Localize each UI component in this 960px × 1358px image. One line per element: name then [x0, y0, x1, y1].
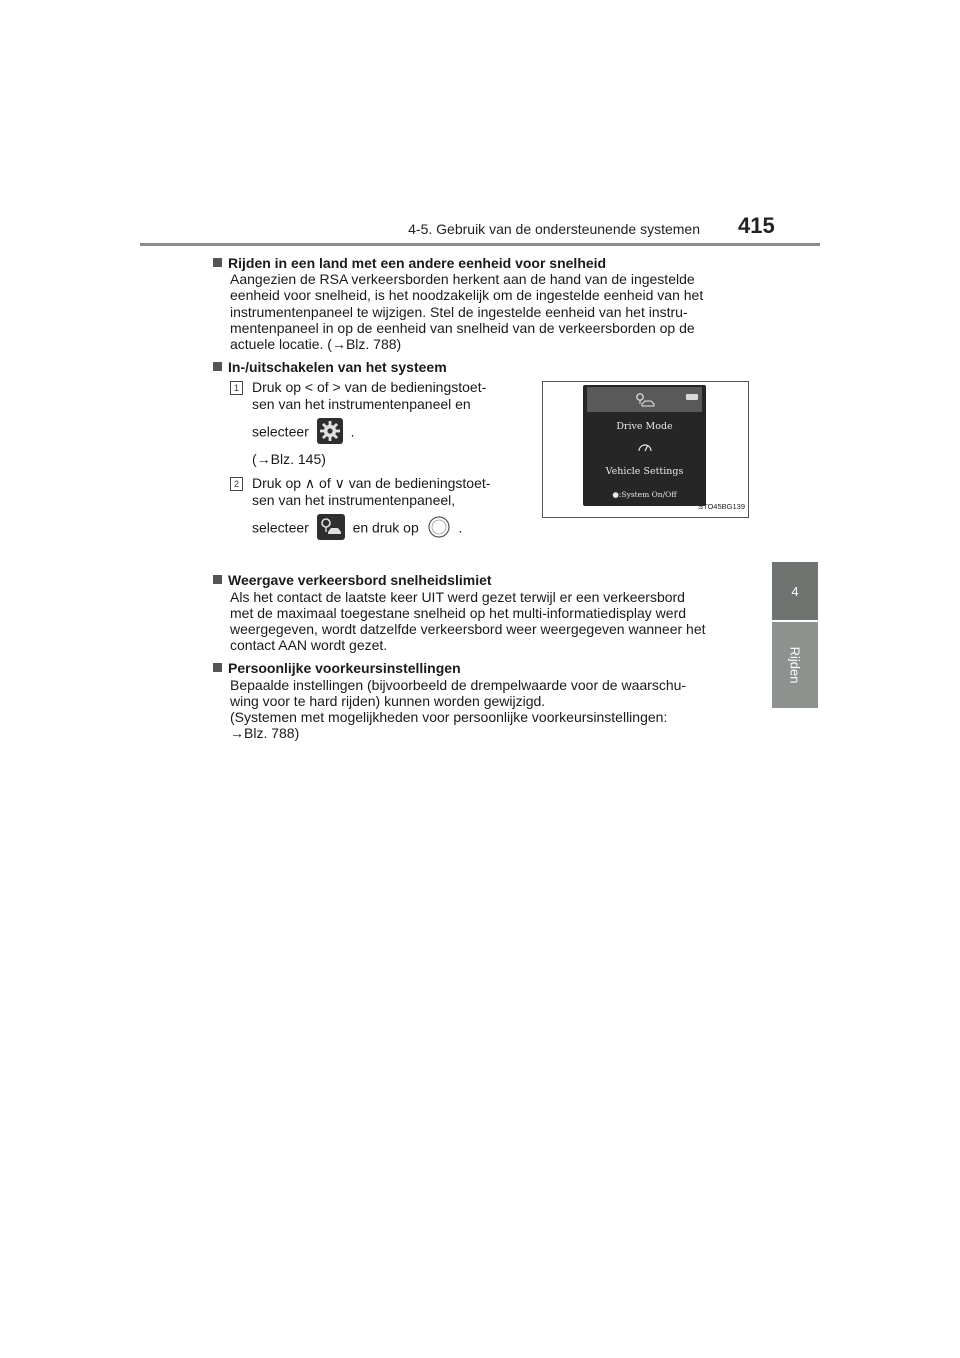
section-personal-settings [213, 660, 745, 741]
menu-item-vehicle-settings: Vehicle Settings [605, 466, 684, 478]
section-other-unit [213, 255, 745, 352]
menu-item-drive-mode: Drive Mode [616, 421, 673, 433]
paragraph-line: Als het contact de laatste keer UIT werd gezet terwijl er een verkeersbord [230, 588, 685, 605]
heading-text: Weergave verkeersbord snelheidslimiet [228, 572, 492, 589]
paragraph-line: mentenpaneel in op de eenheid van snelheid van de verkeersborden op de [230, 319, 695, 336]
chapter-tab-label-text: Rijden [787, 646, 803, 684]
rsa-car-icon [317, 514, 345, 543]
page-number: 415 [738, 213, 775, 238]
square-bullet-icon [213, 575, 222, 584]
steps-block [230, 377, 745, 565]
gear-icon [317, 418, 343, 447]
page-content [213, 255, 745, 748]
figure-code: STO45BG139 [698, 502, 745, 512]
paragraph-line: eenheid voor snelheid, is het noodzakelijk om de ingestelde eenheid van het [230, 287, 704, 304]
paragraph-line: actuele locatie. (→Blz. 788) [230, 336, 402, 353]
settings-gauge-icon [637, 439, 653, 455]
ok-button-icon [427, 515, 451, 542]
paragraph-line: →Blz. 788) [230, 725, 300, 742]
step-2 [230, 475, 510, 543]
display-figure [542, 381, 749, 518]
header-rule [140, 243, 820, 246]
square-bullet-icon [213, 362, 222, 371]
section-toggle-system [213, 359, 745, 565]
paragraph-line: weergegeven, wordt datzelfde verkeersbord weer weergegeven wanneer het [230, 621, 706, 638]
paragraph-line: met de maximaal toegestane snelheid op het multi-informatiedisplay werd [230, 604, 687, 621]
step-line-text: selecteer [252, 423, 309, 440]
section-heading [213, 660, 745, 676]
multi-information-display [583, 385, 706, 506]
chapter-tab-label [772, 622, 818, 708]
step-number-badge: 1 [230, 381, 243, 395]
step-line-text: en druk op [352, 519, 419, 536]
paragraph-line: Bepaalde instellingen (bijvoorbeeld de drempelwaarde voor de waarschu- [230, 676, 687, 693]
step-line [252, 514, 510, 543]
section-speed-sign-display [213, 572, 745, 653]
step-line: sen van het instrumentenpaneel en [252, 395, 471, 412]
step-line [252, 418, 510, 447]
section-heading [213, 359, 745, 375]
step-line: Druk op ∧ of ∨ van de bedieningstoet- [252, 475, 491, 492]
chapter-tab-number: 4 [772, 562, 818, 620]
heading-text: In-/uitschakelen van het systeem [228, 359, 447, 376]
step-line: sen van het instrumentenpaneel, [252, 491, 456, 508]
step-line-text: . [350, 423, 355, 440]
step-line-text: . [458, 519, 463, 536]
section-heading [213, 255, 745, 271]
paragraph-line: (Systemen met mogelijkheden voor persoonlijke voorkeursinstellingen: [230, 709, 668, 726]
paragraph-line: instrumentenpaneel te wijzigen. Stel de ingestelde eenheid van het instru- [230, 303, 688, 320]
step-number-badge: 2 [230, 477, 243, 491]
step-text [252, 379, 510, 467]
step-line-text: selecteer [252, 519, 309, 536]
paragraph-line: Aangezien de RSA verkeersborden herkent aan de hand van de ingestelde [230, 271, 695, 288]
paragraph-line: wing voor te hard rijden) kunnen worden gewijzigd. [230, 692, 546, 709]
section-paragraph [230, 677, 745, 742]
section-heading [213, 572, 745, 588]
step-1 [230, 379, 510, 467]
step-line: (→Blz. 145) [252, 451, 326, 468]
square-bullet-icon [213, 663, 222, 672]
section-paragraph [230, 271, 745, 352]
step-line: Druk op < of > van de bedieningstoet- [252, 379, 487, 396]
heading-text: Persoonlijke voorkeursinstellingen [228, 660, 461, 677]
menu-hint-system-on-off: ●:System On/Off [612, 490, 677, 500]
paragraph-line: contact AAN wordt gezet. [230, 637, 388, 654]
page-header-title: 4-5. Gebruik van de ondersteunende systemen [408, 221, 700, 237]
minus-icon [686, 394, 698, 400]
rsa-car-icon [635, 392, 657, 411]
section-paragraph [230, 589, 745, 654]
square-bullet-icon [213, 258, 222, 267]
heading-text: Rijden in een land met een andere eenheid voor snelheid [228, 255, 607, 271]
step-text [252, 475, 510, 543]
